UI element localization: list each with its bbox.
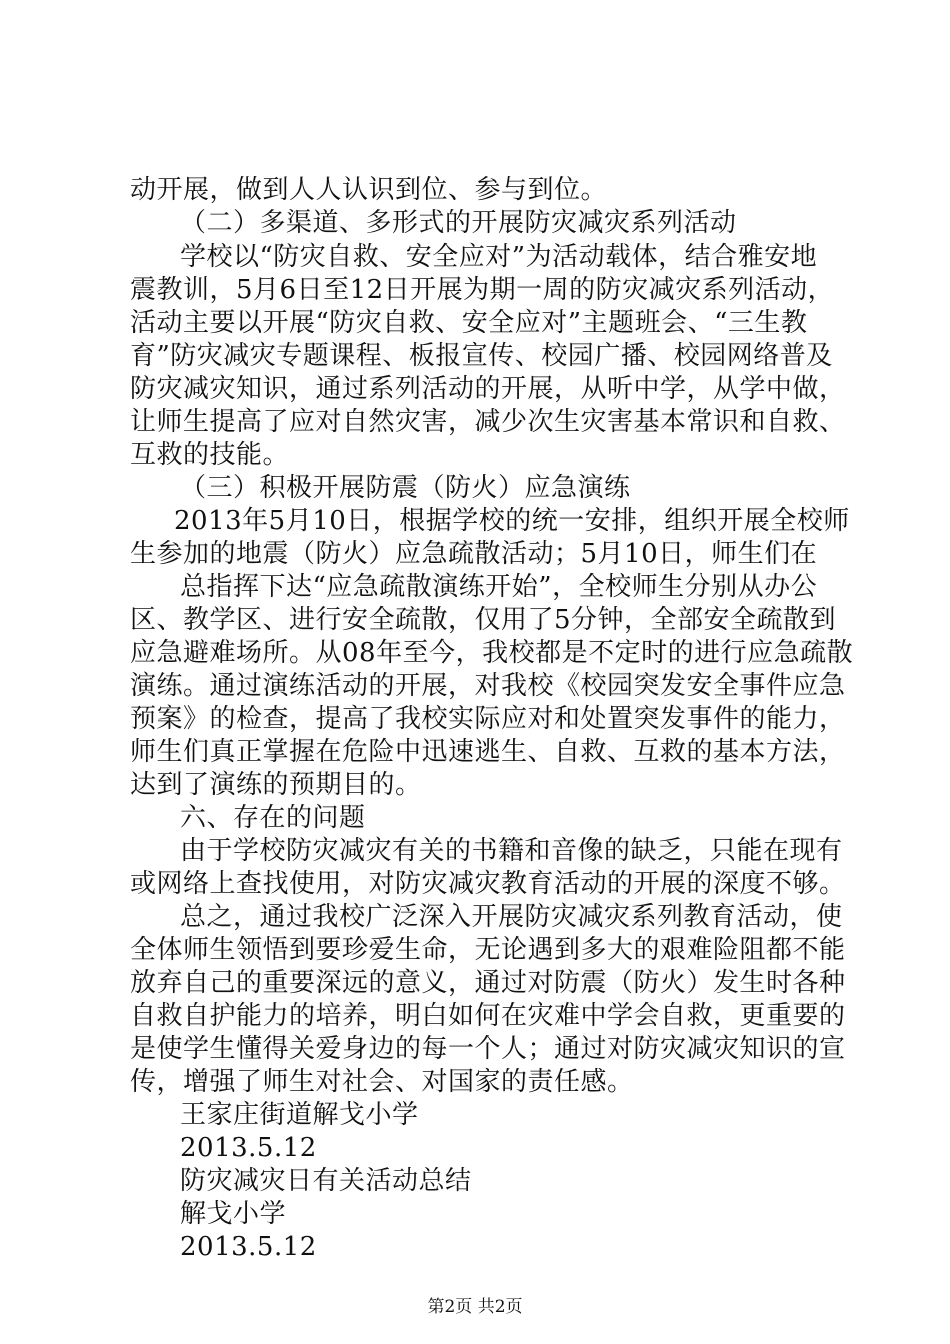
text-line: 总指挥下达“应急疏散演练开始”，全校师生分别从办公	[180, 572, 818, 602]
document-title: 防灾减灾日有关活动总结	[180, 1166, 472, 1196]
text-line: 应急避难场所。从08年至今，我校都是不定时的进行应急疏散	[130, 638, 854, 668]
signature-date: 2013.5.12	[180, 1133, 317, 1163]
text-line: 自救自护能力的培养，明白如何在灾难中学会自救，更重要的	[130, 1001, 846, 1031]
text-line: 全体师生领悟到要珍爱生命，无论遇到多大的艰难险阻都不能	[130, 935, 846, 965]
text-line: 互救的技能。	[130, 440, 290, 470]
text-line: 学校以“防灾自救、安全应对”为活动载体，结合雅安地	[180, 242, 818, 272]
text-line: 由于学校防灾减灾有关的书籍和音像的缺乏，只能在现有	[180, 836, 843, 866]
text-line: 达到了演练的预期目的。	[130, 770, 422, 800]
text-line: 传，增强了师生对社会、对国家的责任感。	[130, 1067, 634, 1097]
text-line: 是使学生懂得关爱身边的每一个人；通过对防灾减灾知识的宣	[130, 1034, 846, 1064]
text-line: 防灾减灾知识，通过系列活动的开展，从听中学，从学中做，	[130, 374, 846, 404]
signature-school: 王家庄街道解戈小学	[180, 1100, 419, 1130]
text-line: 动开展，做到人人认识到位、参与到位。	[130, 175, 608, 205]
text-line: 区、教学区、进行安全疏散，仅用了5分钟，全部安全疏散到	[130, 605, 837, 635]
text-line: 2013年5月10日，根据学校的统一安排，组织开展全校师	[174, 506, 850, 536]
signature-school: 解戈小学	[180, 1199, 287, 1229]
section-heading: （二）多渠道、多形式的开展防灾减灾系列活动	[180, 208, 737, 238]
text-line: 师生们真正掌握在危险中迅速逃生、自救、互救的基本方法，	[130, 737, 846, 767]
section-heading: （三）积极开展防震（防火）应急演练	[180, 473, 631, 503]
section-heading: 六、存在的问题	[180, 803, 366, 833]
signature-date: 2013.5.12	[180, 1232, 317, 1262]
text-line: 生参加的地震（防火）应急疏散活动；5月10日，师生们在	[130, 539, 818, 569]
text-line: 或网络上查找使用，对防灾减灾教育活动的开展的深度不够。	[130, 869, 846, 899]
text-line: 总之，通过我校广泛深入开展防灾减灾系列教育活动，使	[180, 902, 843, 932]
text-line: 震教训，5月6日至12日开展为期一周的防灾减灾系列活动，	[130, 275, 835, 305]
text-line: 活动主要以开展“防灾自救、安全应对”主题班会、“三生教	[130, 308, 808, 338]
text-line: 演练。通过演练活动的开展，对我校《校园突发安全事件应急	[130, 671, 846, 701]
text-line: 让师生提高了应对自然灾害，减少次生灾害基本常识和自救、	[130, 407, 846, 437]
text-line: 预案》的检查，提高了我校实际应对和处置突发事件的能力，	[130, 704, 846, 734]
text-line: 放弃自己的重要深远的意义，通过对防震（防火）发生时各种	[130, 968, 846, 998]
text-line: 育”防灾减灾专题课程、板报宣传、校园广播、校园网络普及	[130, 341, 833, 371]
page-number: 第2页 共2页	[427, 1297, 523, 1317]
